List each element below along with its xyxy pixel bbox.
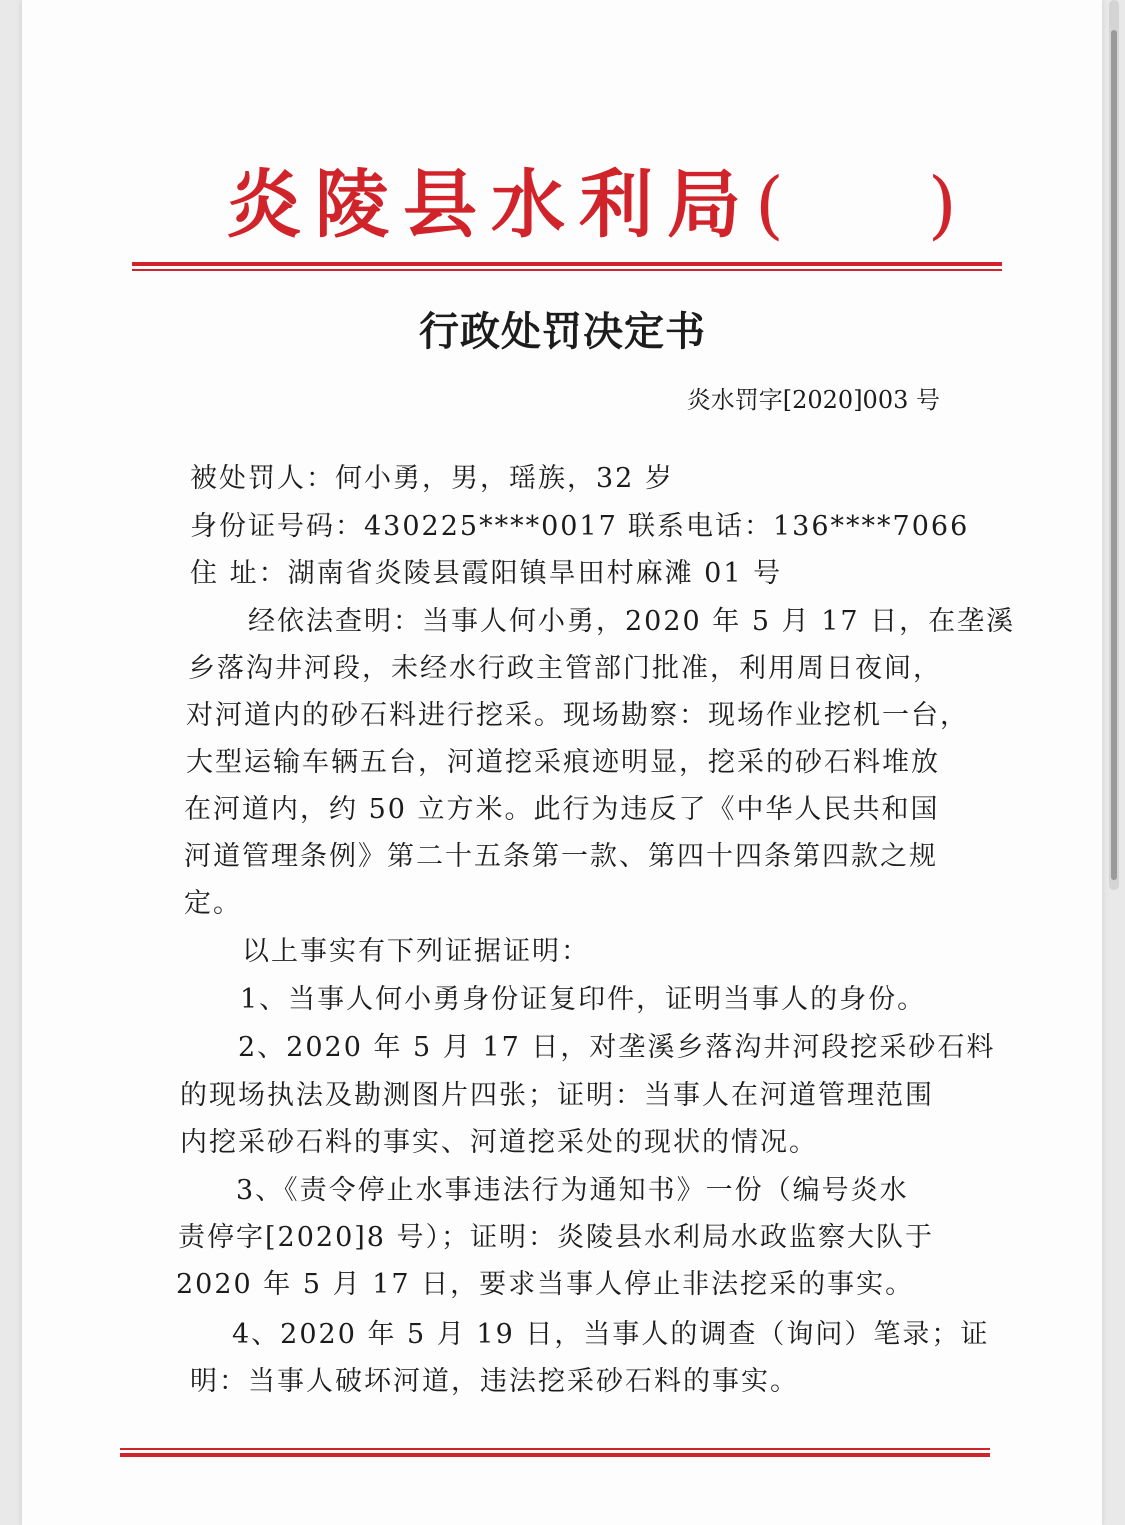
header-rule-thick (132, 262, 1002, 266)
facts-line: 河道管理条例》第二十五条第一款、第四十四条第四款之规 (184, 841, 938, 872)
address-line: 住 址：湖南省炎陵县霞阳镇旱田村麻滩 01 号 (190, 558, 783, 589)
evidence-item: 1、当事人何小勇身份证复印件，证明当事人的身份。 (240, 984, 927, 1015)
paren-close: ) (927, 162, 971, 248)
document-title: 行政处罚决定书 (419, 309, 706, 355)
paren-open: ( (755, 162, 798, 248)
evidence-item: 明：当事人破坏河道，违法挖采砂石料的事实。 (190, 1366, 799, 1397)
evidence-item: 责停字[2020]8 号）；证明：炎陵县水利局水政监察大队于 (178, 1222, 935, 1253)
facts-line: 定。 (184, 888, 242, 919)
facts-line: 对河道内的砂石料进行挖采。现场勘察：现场作业挖机一台， (186, 700, 969, 731)
evidence-item: 的现场执法及勘测图片四张；证明：当事人在河道管理范围 (180, 1080, 934, 1111)
facts-line: 在河道内，约 50 立方米。此行为违反了《中华人民共和国 (184, 794, 940, 825)
party-line: 被处罚人：何小勇，男，瑶族，32 岁 (190, 463, 674, 494)
org-name: 炎陵县水利局 (227, 162, 755, 248)
evidence-item: 4、2020 年 5 月 19 日，当事人的调查（询问）笔录；证 (232, 1319, 990, 1350)
org-header (227, 158, 971, 253)
facts-line: 经依法查明：当事人何小勇，2020 年 5 月 17 日，在垄溪 (248, 606, 1016, 637)
footer-rule-thin (120, 1448, 990, 1450)
document-number: 炎水罚字[2020]003 号 (686, 386, 940, 414)
evidence-item: 内挖采砂石料的事实、河道挖采处的现状的情况。 (180, 1127, 818, 1158)
facts-line: 大型运输车辆五台，河道挖采痕迹明显，挖采的砂石料堆放 (186, 747, 940, 778)
header-rule-thin (132, 269, 1002, 271)
evidence-intro: 以上事实有下列证据证明： (242, 936, 590, 967)
facts-line: 乡落沟井河段，未经水行政主管部门批准，利用周日夜间， (188, 653, 942, 684)
phone-line: 联系电话：136****7066 (628, 511, 970, 542)
footer-rule-thick (120, 1453, 990, 1457)
evidence-item: 2020 年 5 月 17 日，要求当事人停止非法挖采的事实。 (176, 1269, 915, 1300)
evidence-item: 3、《责令停止水事违法行为通知书》一份（编号炎水 (236, 1175, 909, 1206)
evidence-item: 2、2020 年 5 月 17 日，对垄溪乡落沟井河段挖采砂石料 (238, 1032, 996, 1063)
id-number-line: 身份证号码：430225****0017 (190, 511, 618, 542)
scrollbar-thumb[interactable] (1111, 30, 1117, 880)
